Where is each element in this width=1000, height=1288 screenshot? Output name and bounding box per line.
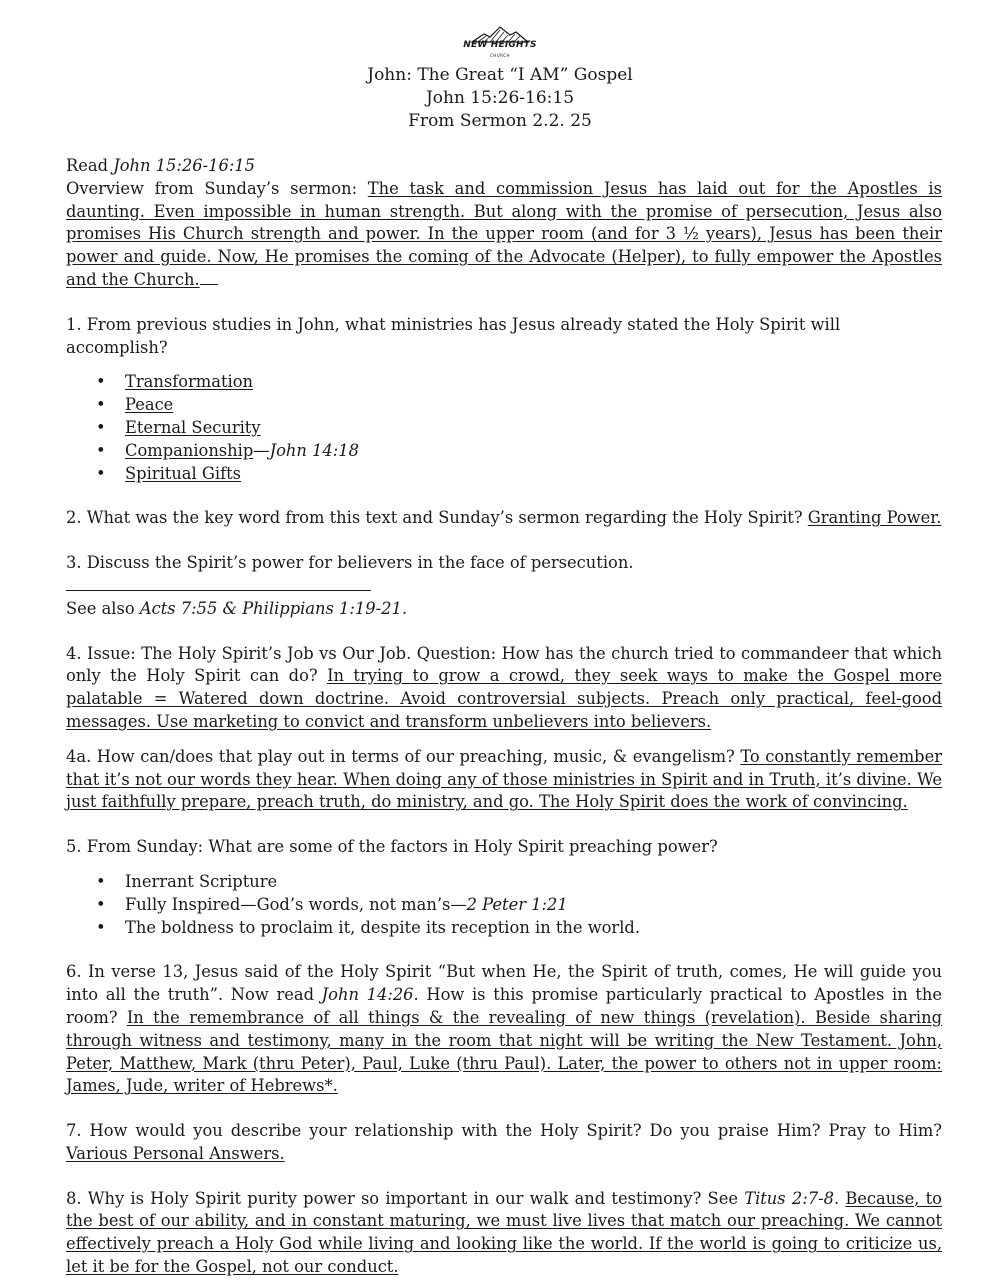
overview-paragraph <box>66 178 942 292</box>
see-also-label: See also <box>66 598 140 618</box>
list-item-text: Fully Inspired—God’s words, not man’s— <box>125 894 467 914</box>
list-item-text: Transformation <box>125 372 253 392</box>
question-4 <box>66 643 942 734</box>
q5-bullet-list <box>66 871 942 939</box>
question-6-text: 6. In verse 13, Jesus said of the Holy Spirit “But when He, the Spirit of truth, comes, He will guide you into all the truth”. Now read <box>66 962 942 1005</box>
question-2-text: 2. What was the key word from this text and Sunday’s sermon regarding the Holy Spirit? <box>66 508 808 528</box>
question-6-reference: John 14:26 <box>321 985 414 1005</box>
church-logo <box>460 24 540 64</box>
list-item-text: Peace <box>125 395 174 415</box>
question-6-answer: In the remembrance of all things & the revealing of new things (revelation). Beside sharing through witness and testimony, many in the room that night will be writing the New Testament. John, Peter, Matthew, Mark (thru Peter), Paul, Luke (thru Paul). Later, the power to others not in upper room: James, Jude, writer of Hebrews*. <box>66 1007 942 1096</box>
question-8-reference: Titus 2:7-8 <box>744 1188 834 1208</box>
document-title: John: The Great “I AM” Gospel <box>367 65 633 85</box>
question-6 <box>66 961 942 1098</box>
question-5: 5. From Sunday: What are some of the factors in Holy Spirit preaching power? <box>66 837 718 857</box>
question-4a-text: 4a. How can/does that play out in terms of our preaching, music, & evangelism? <box>66 746 741 766</box>
list-item <box>66 417 942 440</box>
question-7 <box>66 1120 942 1166</box>
question-7-answer: Various Personal Answers. <box>66 1143 285 1163</box>
overview-trailing-line <box>200 269 218 285</box>
logo-brand-text: NEW HEIGHTS <box>463 40 537 50</box>
list-item <box>66 463 942 486</box>
study-content <box>66 155 942 1279</box>
see-also-references: Acts 7:55 & Philippians 1:19-21 <box>139 598 402 618</box>
passage-reference: John 15:26-16:15 <box>425 88 575 108</box>
sermon-date: From Sermon 2.2. 25 <box>408 111 592 131</box>
list-item <box>66 871 942 894</box>
question-4a <box>66 746 942 814</box>
list-item-text: The boldness to proclaim it, despite its reception in the world. <box>125 917 641 937</box>
logo-sub-text: CHURCH <box>489 53 511 58</box>
document-header <box>0 64 1000 133</box>
list-item-reference: —John 14:18 <box>253 440 359 460</box>
question-3 <box>66 552 942 620</box>
list-item-text: Eternal Security <box>125 417 261 437</box>
list-item <box>66 894 942 917</box>
answer-blank-line <box>66 575 371 591</box>
list-item-text: Inerrant Scripture <box>125 871 278 891</box>
question-8-text-cont: . <box>833 1188 846 1208</box>
list-item-text: Spiritual Gifts <box>125 463 242 483</box>
q1-bullet-list <box>66 371 942 485</box>
question-4-text: 4. Issue: The Holy Spirit’s Job vs Our Job. Question: How has the church tried to commandeer that which only the Holy Spirit can do? <box>66 643 942 686</box>
question-8 <box>66 1188 942 1279</box>
list-item-text: Companionship <box>125 440 254 460</box>
read-reference: John 15:26-16:15 <box>113 156 256 175</box>
read-label: Read <box>66 156 114 175</box>
list-item <box>66 440 942 463</box>
question-1: 1. From previous studies in John, what ministries has Jesus already stated the Holy Spirit will accomplish? <box>66 314 841 357</box>
read-line <box>66 155 942 178</box>
list-item-reference: 2 Peter 1:21 <box>466 894 568 914</box>
list-item <box>66 394 942 417</box>
question-4-answer: In trying to grow a crowd, they seek ways to make the Gospel more palatable = Watered down doctrine. Avoid controversial subjects. Preach only practical, feel-good messages. Use marketing to convict and transform unbelievers into believers. <box>66 666 943 731</box>
question-2-answer: Granting Power. <box>807 508 942 528</box>
question-8-text: 8. Why is Holy Spirit purity power so important in our walk and testimony? See <box>66 1188 745 1208</box>
list-item <box>66 371 942 394</box>
question-6-text-cont: . How is this promise particularly practical to Apostles in the room? <box>66 985 943 1027</box>
question-3-text: 3. Discuss the Spirit’s power for believers in the face of persecution. <box>66 553 634 573</box>
question-8-answer: Because, to the best of our ability, and in constant maturing, we must live lives that match our preaching. We cannot effectively preach a Holy God while living and looking like the world. If the world is going to criticize us, let it be for the Gospel, not our conduct. <box>66 1188 942 1277</box>
question-2 <box>66 507 942 530</box>
question-4a-answer: To constantly remember that it’s not our words they hear. When doing any of those ministries in Spirit and in Truth, it’s divine. We just faithfully prepare, preach truth, do ministry, and go. The Holy Spirit does the work of convincing. <box>66 746 942 812</box>
overview-label: Overview from Sunday’s sermon: <box>66 178 368 198</box>
list-item <box>66 917 942 940</box>
see-also-end: . <box>401 598 408 618</box>
overview-text: The task and commission Jesus has laid out for the Apostles is daunting. Even impossible in human strength. But along with the promise of persecution, Jesus also promises His Church strength and power. In the upper room (and for 3 ½ years), Jesus has been their power and guide. Now, He promises the coming of the Advocate (Helper), to fully empower the Apostles and the Church. <box>66 178 942 289</box>
question-7-text: 7. How would you describe your relationship with the Holy Spirit? Do you praise Him? Pray to Him? <box>66 1121 942 1141</box>
